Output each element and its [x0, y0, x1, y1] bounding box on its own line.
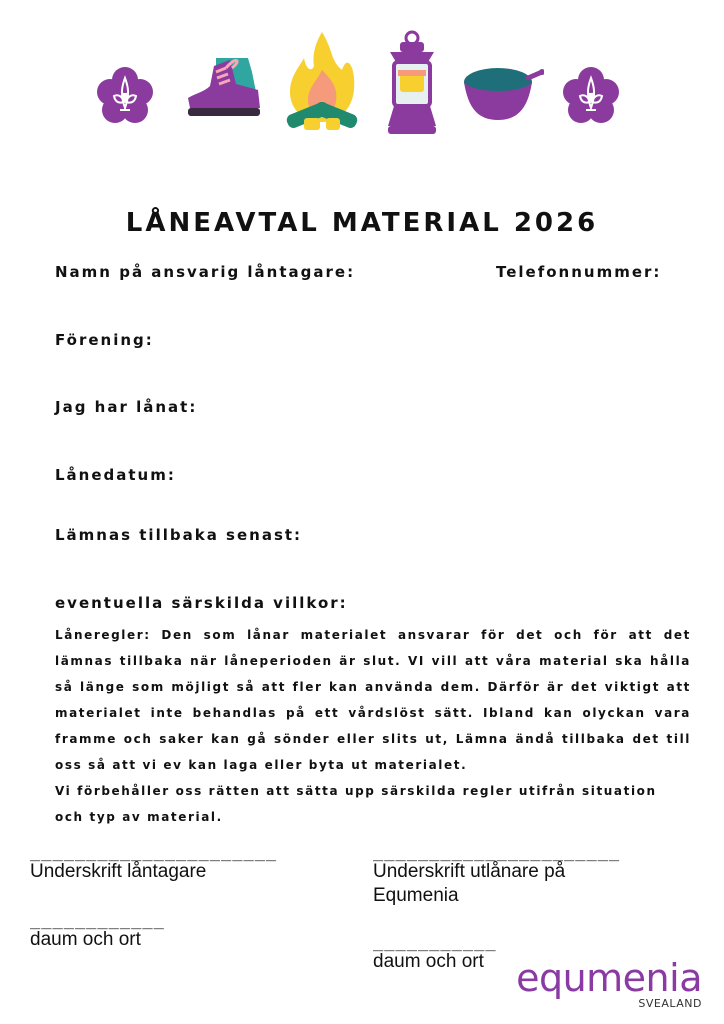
equmenia-logo	[512, 956, 702, 1010]
lender-date-line: ___________	[373, 932, 497, 952]
borrowed-items-label: Jag har lånat:	[55, 398, 198, 416]
borrower-date-line: ____________	[30, 910, 165, 930]
lantern-icon	[384, 30, 440, 138]
borrower-date-label: daum och ort	[30, 929, 141, 950]
lender-signature-line: ______________________	[373, 842, 621, 862]
logo-wordmark: equmenia	[516, 956, 702, 1000]
return-date-label: Lämnas tillbaka senast:	[55, 526, 303, 544]
rules-paragraph: Låneregler: Den som lånar materialet ansvarar för det och för att det lämnas tillbaka när låneperioden är slut. VI vill att våra material ska hålla så länge som möjligt så att fler kan använda dem. Därför är det viktigt att materialet inte behandlas på ett vårdslöst sätt. Ibland kan olyckan vara framme och saker kan gå sönder eller slits ut, Lämna ändå tillbaka det till oss så att vi ev kan laga eller byta ut materialet.	[55, 628, 691, 772]
association-label: Förening:	[55, 331, 154, 349]
header-icons	[0, 30, 724, 140]
lender-signature-label: Underskrift utlånare på Equmenia	[373, 861, 566, 906]
lender-date-label: daum och ort	[373, 951, 484, 972]
logo-region: SVEALAND	[638, 997, 702, 1010]
borrower-name-label: Namn på ansvarig låntagare:	[55, 263, 356, 281]
page-title: LÅNEAVTAL MATERIAL 2026	[125, 208, 599, 238]
loan-rules	[55, 622, 691, 830]
campfire-icon	[282, 30, 362, 136]
loan-date-label: Lånedatum:	[55, 466, 176, 484]
special-conditions-label: eventuella särskilda villkor:	[55, 594, 348, 612]
flower-icon	[560, 64, 622, 126]
borrower-signature-line: ______________________	[30, 842, 278, 862]
pot-icon	[462, 64, 544, 122]
borrower-signature-label: Underskrift låntagare	[30, 861, 207, 882]
rules-paragraph: Vi förbehåller oss rätten att sätta upp särskilda regler utifrån situation och typ av material.	[55, 784, 657, 824]
flower-icon	[94, 64, 156, 126]
hiking-boot-icon	[186, 52, 262, 124]
phone-label: Telefonnummer:	[496, 263, 662, 281]
